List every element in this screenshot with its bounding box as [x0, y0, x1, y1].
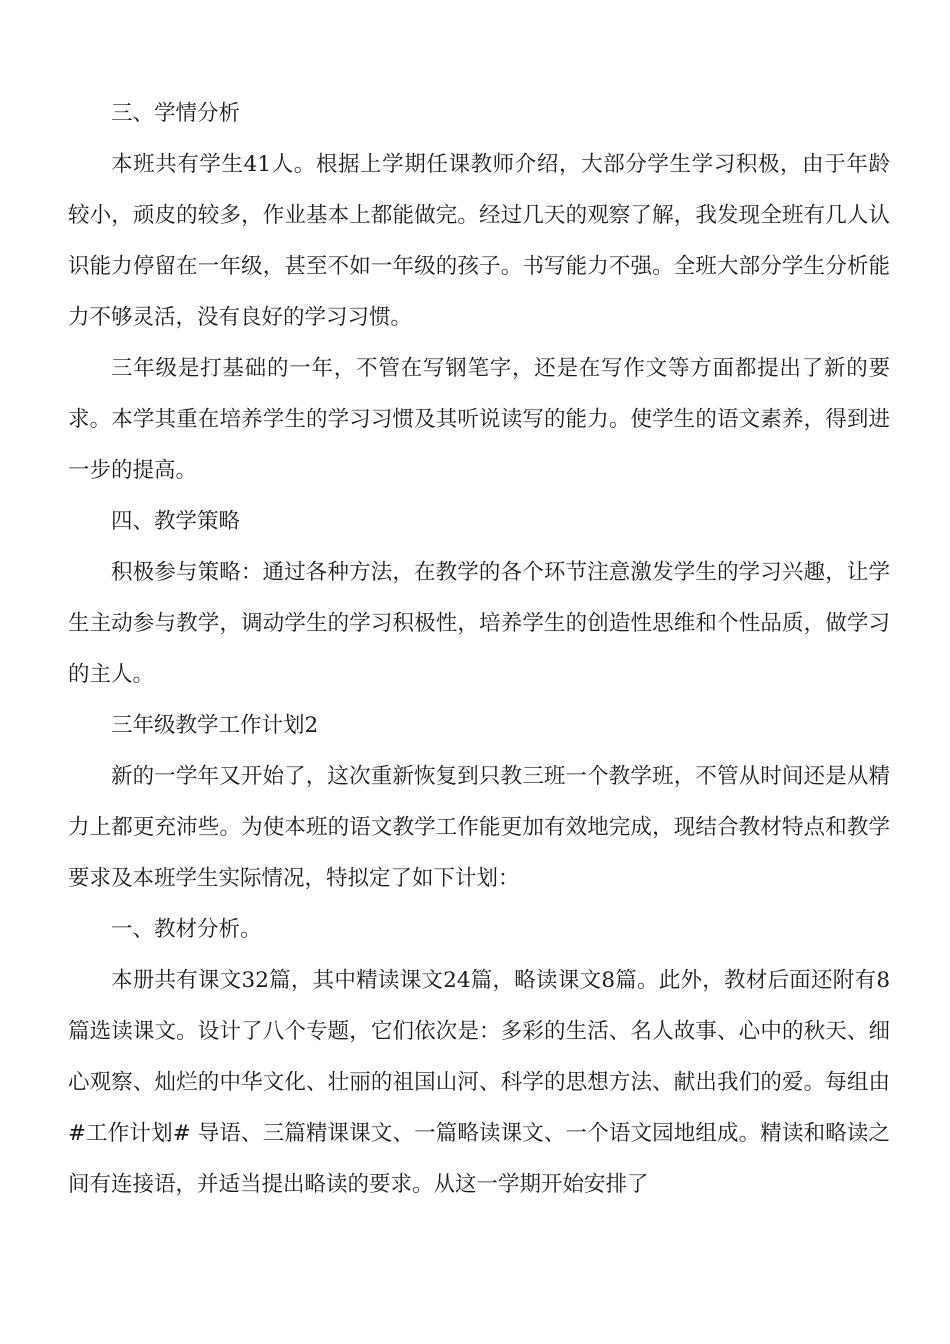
- paragraph-grade-three-goals: 三年级是打基础的一年，不管在写钢笔字，还是在写作文等方面都提出了新的要求。本学其重在培养学生的学习习惯及其听说读写的能力。使学生的语文素养，得到进一步的提高。: [68, 356, 890, 483]
- paragraph-textbook-contents: 本册共有课文32篇，其中精读课文24篇，略读课文8篇。此外，教材后面还附有8篇选读课文。设计了八个专题，它们依次是：多彩的生活、名人故事、心中的秋天、细心观察、灿烂的中华文化、壮丽的祖国山河、科学的思想方法、献出我们的爱。每组由#工作计划# 导语、三篇精课课文、一篇略读课文、一个语文园地组成。精读和略读之间有连接语，并适当提出略读的要求。从这一学期开始安排了: [68, 968, 890, 1197]
- paragraph-plan-intro: 新的一学年又开始了，这次重新恢复到只教三班一个教学班，不管从时间还是从精力上都更充沛些。为使本班的语文教学工作能更加有效地完成，现结合教材特点和教学要求及本班学生实际情况，特拟定了如下计划：: [68, 764, 890, 891]
- section-heading-student-analysis: 三、学情分析: [111, 101, 241, 126]
- section-heading-teaching-strategy: 四、教学策略: [111, 509, 241, 534]
- paragraph-class-situation: 本班共有学生41人。根据上学期任课教师介绍，大部分学生学习积极，由于年龄较小，顽皮的较多，作业基本上都能做完。经过几天的观察了解，我发现全班有几人认识能力停留在一年级，甚至不如一年级的孩子。书写能力不强。全班大部分学生分析能力不够灵活，没有良好的学习习惯。: [68, 152, 890, 330]
- document-body: [68, 88, 890, 1210]
- section-heading-textbook-analysis: 一、教材分析。: [111, 917, 262, 942]
- paragraph-participation-strategy: 积极参与策略：通过各种方法，在教学的各个环节注意激发学生的学习兴趣，让学生主动参与教学，调动学生的学习积极性，培养学生的创造性思维和个性品质，做学习的主人。: [68, 560, 890, 687]
- plan-title-2: 三年级教学工作计划2: [111, 713, 319, 738]
